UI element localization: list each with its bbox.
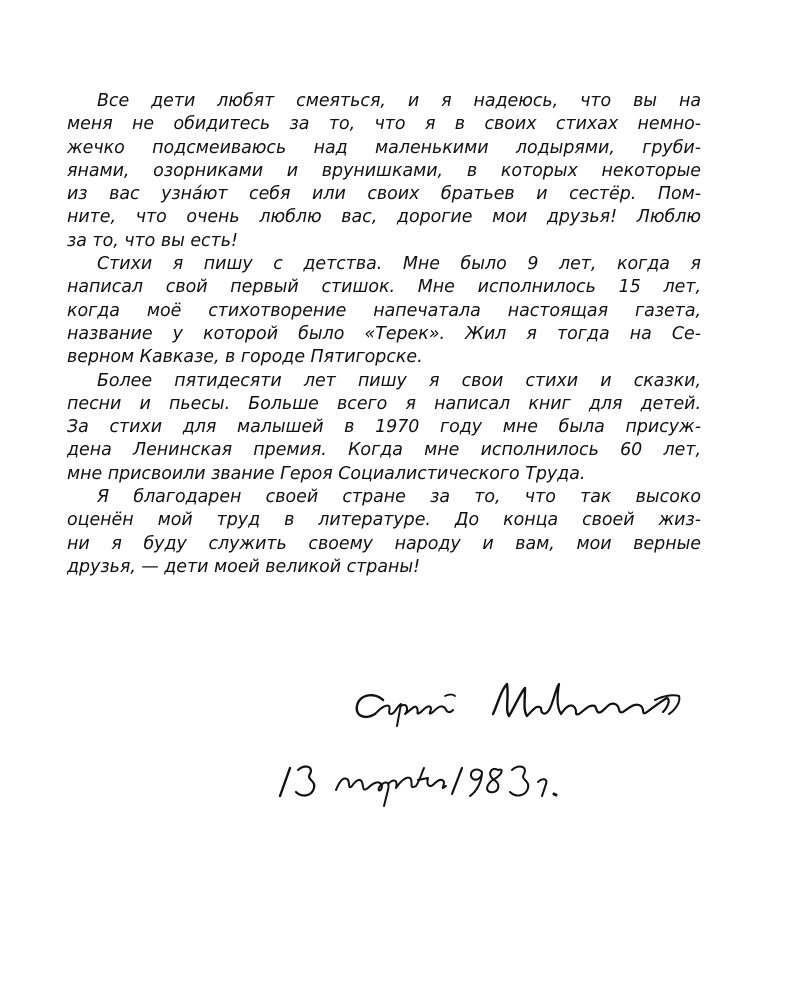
text-line: Я благодарен своей стране за то, что так высоко: [97, 487, 701, 508]
text-line: ните, что очень люблю вас, дорогие мои друзья! Люблю: [67, 207, 701, 228]
text-line: Все дети любят смеяться, и я надеюсь, что вы на: [97, 91, 701, 111]
text-line: верном Кавказе, в городе Пятигорске.: [67, 347, 423, 368]
paragraph-2: [67, 253, 701, 369]
text-line: когда моё стихотворение напечатала настоящая газета,: [67, 300, 701, 321]
text-line: за то, что вы есть!: [67, 230, 238, 251]
text-line: песни и пьесы. Больше всего я написал книг для детей.: [67, 393, 701, 414]
handwritten-date: [270, 750, 590, 820]
text-line: жечко подсмеиваюсь над маленькими лодырями, груби-: [67, 137, 701, 158]
paragraph-1: [67, 90, 701, 253]
text-line: янами, озорниками и врунишками, в которых некоторые: [67, 160, 701, 181]
text-line: из вас узна́ют себя или своих братьев и сестёр. Пом-: [67, 184, 701, 205]
text-line: написал свой первый стишок. Мне исполнилось 15 лет,: [67, 277, 701, 298]
paragraph-3: [67, 370, 701, 486]
text-line: оценён мой труд в литературе. До конца своей жиз-: [67, 510, 701, 531]
text-line: дена Ленинская премия. Когда мне исполнилось 60 лет,: [67, 440, 701, 461]
text-line: друзья, — дети моей великой страны!: [67, 556, 421, 577]
handwritten-signature: [345, 670, 725, 750]
paragraph-4: [67, 486, 701, 579]
letter-body: [67, 90, 701, 579]
text-line: Более пятидесяти лет пишу я свои стихи и сказки,: [97, 370, 701, 391]
signature-image: [345, 670, 725, 750]
date-image: [270, 750, 590, 820]
text-line: меня не обидитесь за то, что я в своих стихах немно-: [67, 114, 701, 135]
text-line: мне присвоили звание Героя Социалистического Труда.: [67, 463, 586, 484]
text-line: За стихи для малышей в 1970 году мне была присуж-: [67, 417, 701, 438]
text-line: Стихи я пишу с детства. Мне было 9 лет, когда я: [97, 254, 701, 275]
text-line: название у которой было «Терек». Жил я тогда на Се-: [67, 323, 701, 344]
text-line: ни я буду служить своему народу и вам, мои верные: [67, 533, 701, 554]
